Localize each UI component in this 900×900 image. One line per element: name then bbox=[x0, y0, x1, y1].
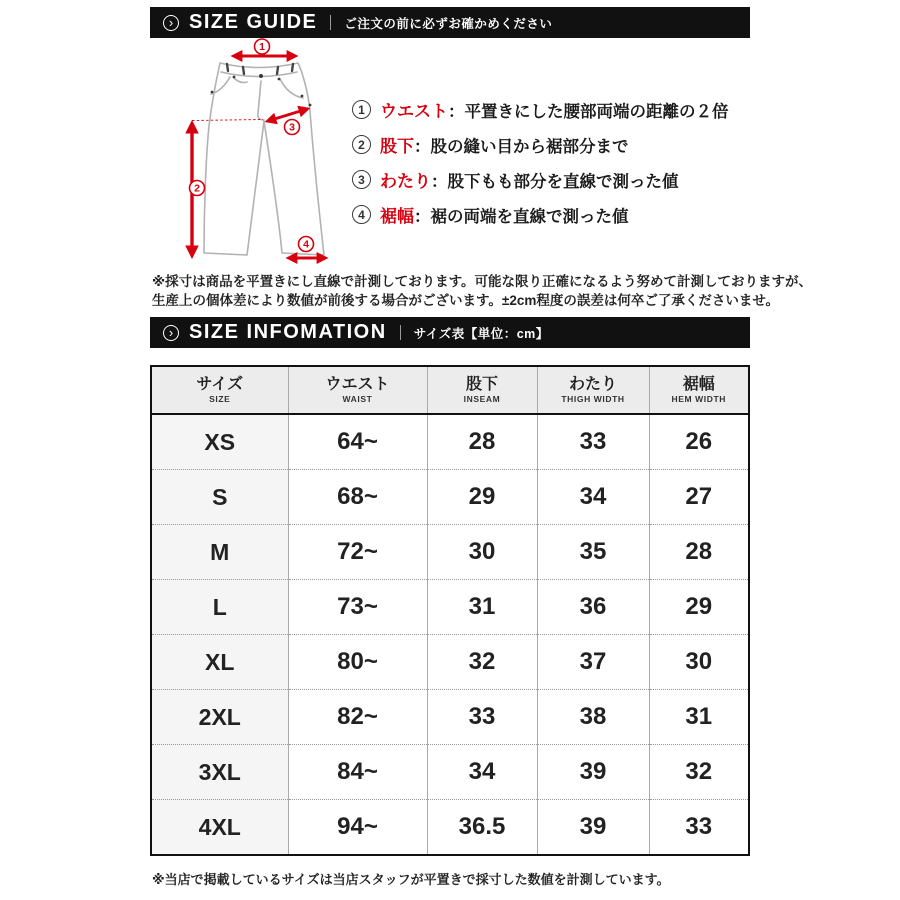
cell-waist: 94~ bbox=[288, 800, 427, 856]
header-en-label: SIZE bbox=[209, 394, 231, 404]
legend-item-waist bbox=[352, 98, 729, 121]
pants-measurement-diagram bbox=[150, 38, 350, 267]
cell-waist: 64~ bbox=[288, 414, 427, 470]
header-en-label: WAIST bbox=[342, 394, 373, 404]
circle-arrow-icon: › bbox=[163, 15, 179, 31]
cell-inseam: 31 bbox=[427, 580, 537, 635]
cell-inseam: 28 bbox=[427, 414, 537, 470]
cell-size: 4XL bbox=[151, 800, 288, 856]
badge-3: 3 bbox=[289, 121, 295, 134]
size-chart-table bbox=[150, 365, 750, 856]
circled-number-icon: 4 bbox=[352, 205, 371, 224]
size-guide-title: SIZE GUIDE bbox=[189, 11, 318, 33]
legend-separator: ： bbox=[414, 137, 431, 156]
cell-size: M bbox=[151, 525, 288, 580]
cell-inseam: 34 bbox=[427, 745, 537, 800]
legend-label: 股下 bbox=[380, 137, 414, 156]
cell-thigh: 36 bbox=[537, 580, 649, 635]
cell-size: XL bbox=[151, 635, 288, 690]
header-divider bbox=[330, 15, 331, 30]
header-size bbox=[151, 366, 288, 414]
size-guide-header-bar bbox=[150, 7, 750, 38]
cell-size: L bbox=[151, 580, 288, 635]
legend-label: ウエスト bbox=[380, 102, 448, 121]
pants-diagram-svg bbox=[150, 38, 350, 267]
cell-size: 3XL bbox=[151, 745, 288, 800]
header-hem-width bbox=[649, 366, 749, 414]
circled-number-icon: 2 bbox=[352, 135, 371, 154]
cell-size: 2XL bbox=[151, 690, 288, 745]
header-jp-label: ウエスト bbox=[325, 376, 390, 393]
cell-hem: 27 bbox=[649, 470, 749, 525]
size-guide-subtitle: ご注文の前に必ずお確かめください bbox=[344, 16, 553, 31]
circle-arrow-icon: › bbox=[163, 325, 179, 341]
header-en-label: THIGH WIDTH bbox=[561, 394, 625, 404]
header-jp-label: 股下 bbox=[465, 376, 498, 393]
size-infomation-subtitle: サイズ表【単位：cm】 bbox=[413, 326, 549, 341]
legend-item-inseam bbox=[352, 133, 729, 156]
table-row-m bbox=[151, 525, 749, 580]
disclaimer-line-2: 生産上の個体差により数値が前後する場合がございます。±2cm程度の誤差は何卒ご了承くださいませ。 bbox=[152, 293, 779, 308]
legend-item-thigh bbox=[352, 168, 729, 191]
cell-hem: 28 bbox=[649, 525, 749, 580]
cell-thigh: 33 bbox=[537, 414, 649, 470]
legend-description: 平置きにした腰部両端の距離の２倍 bbox=[464, 102, 729, 121]
measurement-guide-section bbox=[150, 38, 750, 267]
legend-separator: ： bbox=[431, 172, 448, 191]
header-jp-label: わたり bbox=[568, 376, 617, 393]
cell-inseam: 29 bbox=[427, 470, 537, 525]
header-inseam bbox=[427, 366, 537, 414]
badge-2: 2 bbox=[194, 182, 200, 195]
measurement-disclaimer bbox=[150, 272, 813, 310]
legend-description: 股下もも部分を直線で測った値 bbox=[447, 172, 679, 191]
size-infomation-title: SIZE INFOMATION bbox=[189, 321, 387, 343]
cell-inseam: 32 bbox=[427, 635, 537, 690]
cell-inseam: 36.5 bbox=[427, 800, 537, 856]
disclaimer-line-1: ※採寸は商品を平置きにし直線で計測しております。可能な限り正確になるよう努めて計測しておりますが、 bbox=[152, 274, 813, 289]
cell-inseam: 30 bbox=[427, 525, 537, 580]
table-row-xs bbox=[151, 414, 749, 470]
cell-thigh: 35 bbox=[537, 525, 649, 580]
table-header-row bbox=[151, 366, 749, 414]
badge-4: 4 bbox=[303, 238, 309, 251]
page-content bbox=[150, 0, 813, 888]
cell-hem: 31 bbox=[649, 690, 749, 745]
circled-number-icon: 3 bbox=[352, 170, 371, 189]
pants-outline bbox=[204, 63, 324, 255]
cell-hem: 32 bbox=[649, 745, 749, 800]
cell-thigh: 39 bbox=[537, 800, 649, 856]
header-en-label: HEM WIDTH bbox=[671, 394, 726, 404]
legend-separator: ： bbox=[414, 207, 431, 226]
cell-hem: 30 bbox=[649, 635, 749, 690]
badge-1: 1 bbox=[259, 41, 265, 54]
header-jp-label: サイズ bbox=[196, 376, 244, 393]
cell-waist: 82~ bbox=[288, 690, 427, 745]
cell-thigh: 38 bbox=[537, 690, 649, 745]
cell-waist: 72~ bbox=[288, 525, 427, 580]
table-row-4xl bbox=[151, 800, 749, 856]
table-row-2xl bbox=[151, 690, 749, 745]
measurement-legend bbox=[350, 38, 729, 267]
cell-waist: 68~ bbox=[288, 470, 427, 525]
table-footer-note: ※当店で掲載しているサイズは当店スタッフが平置きで採寸した数値を計測しています。 bbox=[152, 872, 670, 887]
cell-waist: 73~ bbox=[288, 580, 427, 635]
cell-thigh: 39 bbox=[537, 745, 649, 800]
circled-number-icon: 1 bbox=[352, 100, 371, 119]
cell-hem: 26 bbox=[649, 414, 749, 470]
cell-hem: 29 bbox=[649, 580, 749, 635]
cell-hem: 33 bbox=[649, 800, 749, 856]
cell-thigh: 37 bbox=[537, 635, 649, 690]
cell-size: XS bbox=[151, 414, 288, 470]
legend-description: 股の縫い目から裾部分まで bbox=[430, 137, 629, 156]
table-row-xl bbox=[151, 635, 749, 690]
cell-thigh: 34 bbox=[537, 470, 649, 525]
cell-waist: 84~ bbox=[288, 745, 427, 800]
cell-inseam: 33 bbox=[427, 690, 537, 745]
table-row-s bbox=[151, 470, 749, 525]
header-jp-label: 裾幅 bbox=[682, 376, 715, 393]
legend-description: 裾の両端を直線で測った値 bbox=[430, 207, 629, 226]
table-row-3xl bbox=[151, 745, 749, 800]
legend-separator: ： bbox=[448, 102, 465, 121]
size-infomation-header-bar bbox=[150, 317, 750, 348]
header-divider bbox=[400, 325, 401, 340]
legend-item-hem bbox=[352, 203, 729, 226]
cell-waist: 80~ bbox=[288, 635, 427, 690]
legend-label: わたり bbox=[380, 172, 431, 191]
header-thigh-width bbox=[537, 366, 649, 414]
header-waist bbox=[288, 366, 427, 414]
table-row-l bbox=[151, 580, 749, 635]
legend-label: 裾幅 bbox=[380, 207, 414, 226]
header-en-label: INSEAM bbox=[463, 394, 501, 404]
cell-size: S bbox=[151, 470, 288, 525]
